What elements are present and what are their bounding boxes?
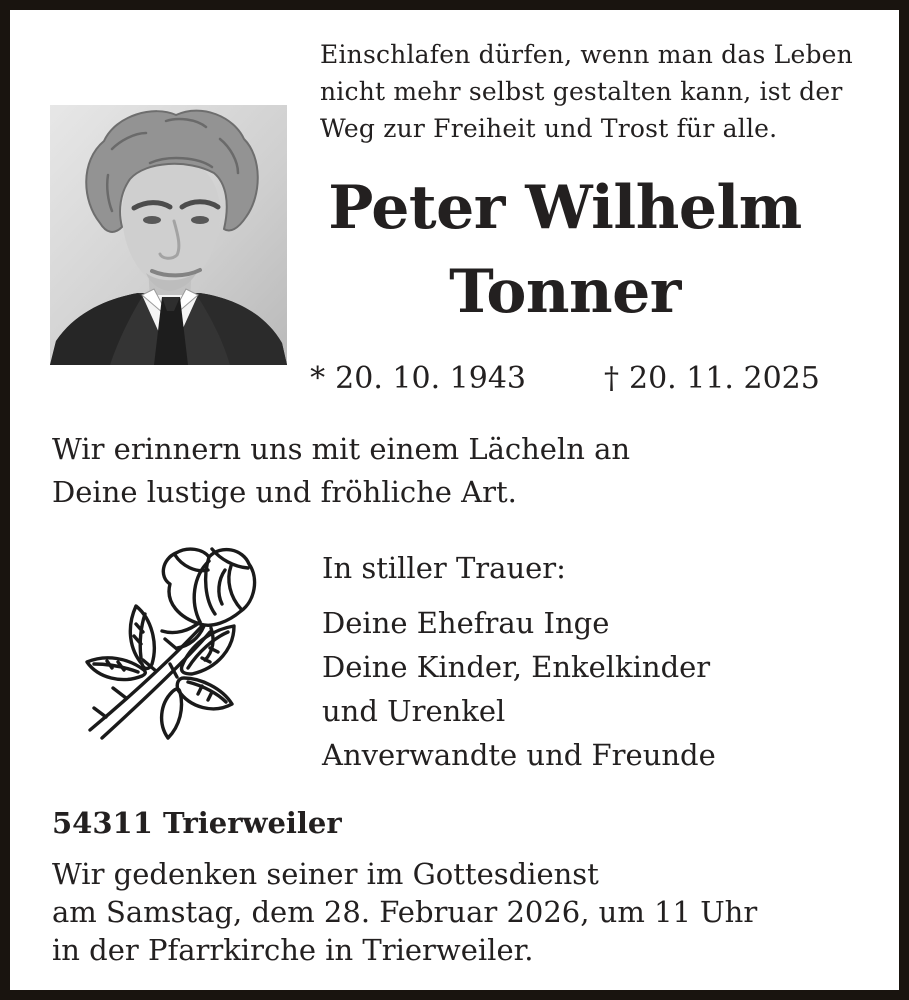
birth-date-value: 20. 10. 1943: [335, 361, 526, 396]
death-dagger-symbol: †: [604, 361, 619, 396]
death-date-value: 20. 11. 2025: [629, 361, 820, 396]
deceased-name: [305, 166, 825, 334]
epigraph-verse: [320, 36, 860, 147]
death-date: [604, 360, 820, 398]
deceased-name-line: Peter Wilhelm: [328, 173, 802, 243]
epigraph-line: Einschlafen dürfen, wenn man das Leben: [320, 40, 853, 69]
portrait-photo-icon: [50, 105, 287, 365]
mourning-intro: In stiller Trauer:: [322, 551, 566, 585]
city-line: 54311 Trierweiler: [52, 806, 342, 840]
mourner-line: Anverwandte und Freunde: [322, 738, 716, 772]
remembrance-text: [52, 428, 712, 514]
service-line: in der Pfarrkirche in Trierweiler.: [52, 933, 534, 967]
remembrance-line: Wir erinnern uns mit einem Lächeln an: [52, 432, 631, 466]
service-line: Wir gedenken seiner im Gottesdienst: [52, 857, 599, 891]
remembrance-line: Deine lustige und fröhliche Art.: [52, 475, 517, 509]
mourning-block: [322, 546, 862, 777]
epigraph-line: Weg zur Freiheit und Trost für alle.: [320, 114, 778, 143]
mourner-line: Deine Ehefrau Inge: [322, 606, 610, 640]
service-line: am Samstag, dem 28. Februar 2026, um 11 Uhr: [52, 895, 758, 929]
rose-icon: [62, 540, 276, 762]
birth-star-symbol: *: [310, 361, 326, 396]
deceased-name-line: Tonner: [449, 257, 681, 327]
mourner-line: Deine Kinder, Enkelkinder: [322, 650, 711, 684]
service-announcement: [52, 855, 832, 969]
mourner-line: und Urenkel: [322, 694, 506, 728]
epigraph-line: nicht mehr selbst gestalten kann, ist der: [320, 77, 843, 106]
life-dates: [305, 360, 825, 398]
birth-date: [310, 360, 526, 398]
